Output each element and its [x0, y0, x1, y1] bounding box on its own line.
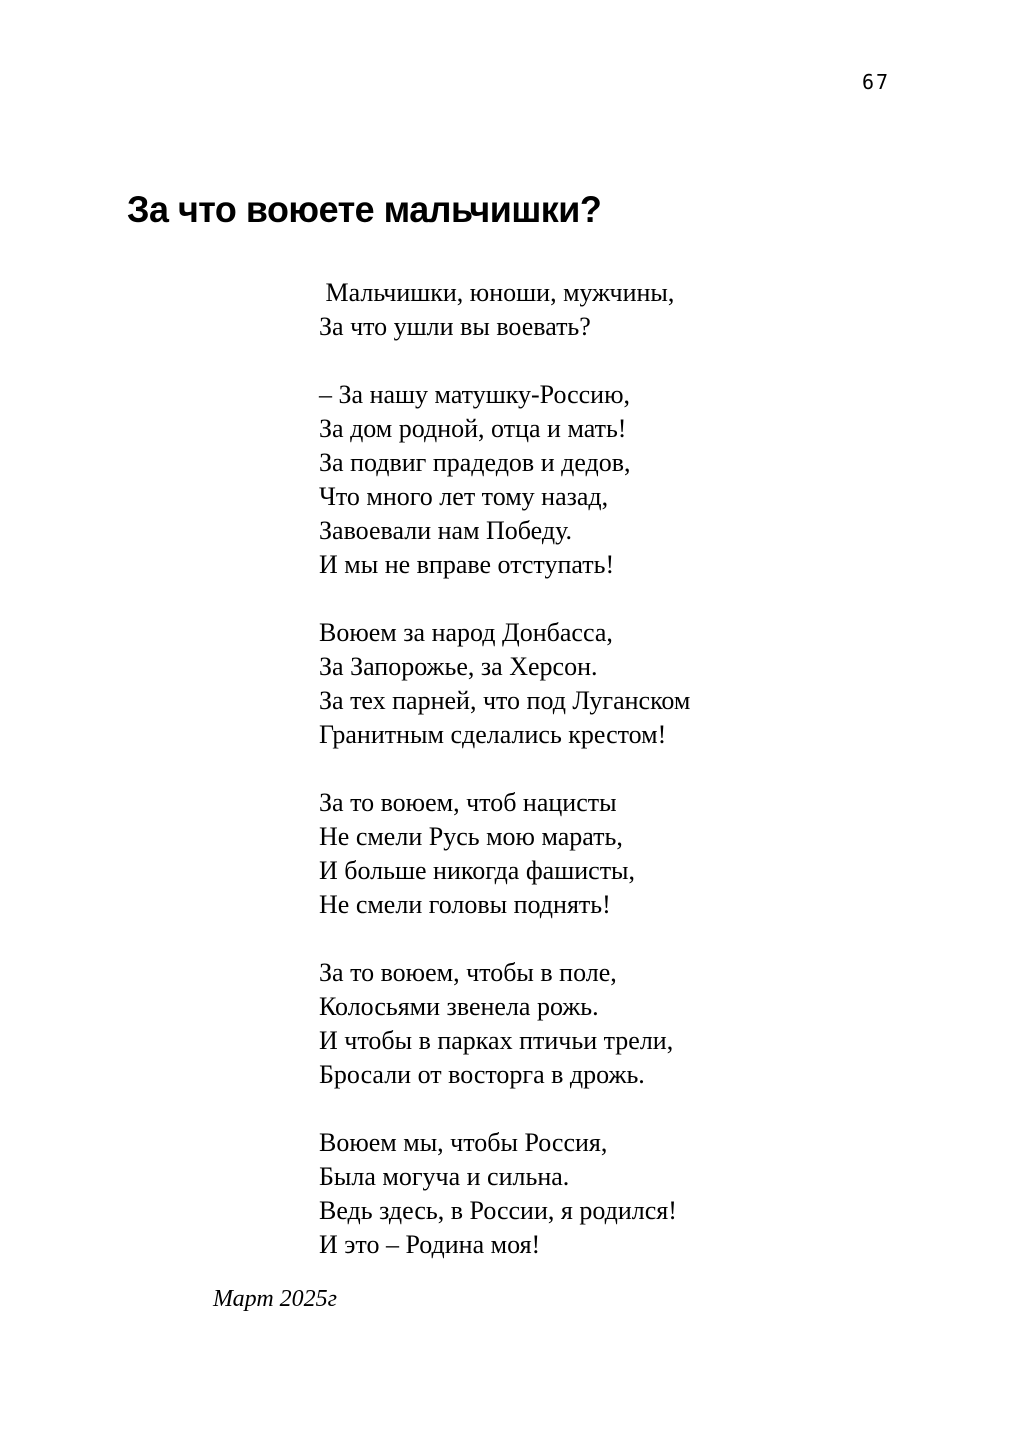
poem-line: – За нашу матушку-Россию,	[319, 380, 631, 409]
poem-line: Воюем за народ Донбасса,	[319, 618, 613, 647]
page-number: 67	[862, 70, 891, 94]
poem-line: За подвиг прадедов и дедов,	[319, 448, 631, 477]
poem-body	[319, 276, 690, 1296]
poem-line: И больше никогда фашисты,	[319, 856, 636, 885]
poem-line: Колосьями звенела рожь.	[319, 992, 599, 1021]
poem-line: Бросали от восторга в дрожь.	[319, 1060, 645, 1089]
poem-line: За дом родной, отца и мать!	[319, 414, 627, 443]
poem-line: За что ушли вы воевать?	[319, 312, 591, 341]
poem-line: И мы не вправе отступать!	[319, 550, 615, 579]
stanza-5	[319, 956, 690, 1092]
poem-line: Ведь здесь, в России, я родился!	[319, 1196, 677, 1225]
poem-line: Воюем мы, чтобы Россия,	[319, 1128, 608, 1157]
poem-line: За то воюем, чтобы в поле,	[319, 958, 617, 987]
poem-line: Не смели Русь мою марать,	[319, 822, 623, 851]
poem-line: И это – Родина моя!	[319, 1230, 541, 1259]
poem-line: Не смели головы поднять!	[319, 890, 611, 919]
poem-line: Гранитным сделались крестом!	[319, 720, 667, 749]
poem-title: За что воюете мальчишки?	[127, 189, 602, 230]
poem-line: Мальчишки, юноши, мужчины,	[319, 278, 675, 307]
poem-date: Март 2025г	[213, 1286, 338, 1312]
poem-line: За то воюем, чтоб нацисты	[319, 788, 617, 817]
poem-line: За тех парней, что под Луганском	[319, 686, 691, 715]
stanza-6	[319, 1126, 690, 1262]
stanza-4	[319, 786, 690, 922]
poem-line: Завоевали нам Победу.	[319, 516, 573, 545]
poem-line: Была могуча и сильна.	[319, 1162, 570, 1191]
poem-line: За Запорожье, за Херсон.	[319, 652, 598, 681]
stanza-2	[319, 378, 690, 582]
stanza-3	[319, 616, 690, 752]
poem-line: Что много лет тому назад,	[319, 482, 609, 511]
stanza-1	[319, 276, 690, 344]
poem-line: И чтобы в парках птичьи трели,	[319, 1026, 674, 1055]
